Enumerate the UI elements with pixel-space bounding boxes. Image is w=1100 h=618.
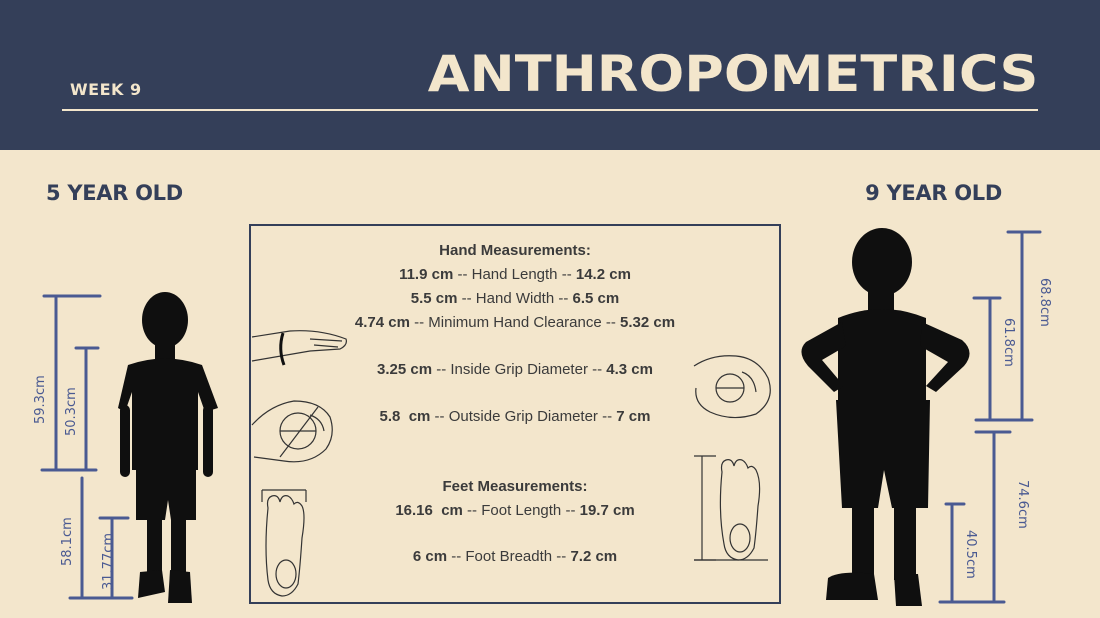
inside-grip-5: 3.25 cm <box>377 361 433 378</box>
hand-width-label: -- Hand Width -- <box>457 290 573 307</box>
outside-grip-5: 5.8 cm <box>379 408 431 425</box>
foot-length-label: -- Foot Length -- <box>462 502 580 519</box>
outside-grip-9: 7 cm <box>616 408 651 425</box>
hand-length-label: -- Hand Length -- <box>453 266 576 283</box>
hand-length-9: 14.2 cm <box>575 266 631 283</box>
foot-breadth-9: 7.2 cm <box>570 548 618 565</box>
hand-clearance-sketch <box>250 325 350 375</box>
age-label-9: 9 YEAR OLD <box>865 181 1002 205</box>
hand-width-9: 6.5 cm <box>572 290 620 307</box>
page-title: ANTHROPOMETRICS <box>427 45 1038 103</box>
outside-grip-sketch <box>250 395 340 470</box>
child-5-note-c: 58.1cm <box>60 517 75 566</box>
foot-breadth-5: 6 cm <box>412 548 448 565</box>
min-clearance-5: 4.74 cm <box>354 314 410 331</box>
inside-grip-label: -- Inside Grip Diameter -- <box>432 361 607 378</box>
foot-right-sketch <box>692 452 772 564</box>
outside-grip-label: -- Outside Grip Diameter -- <box>430 408 617 425</box>
child-9-note-d: 40.5cm <box>963 530 978 579</box>
min-clearance-9: 5.32 cm <box>620 314 676 331</box>
foot-breadth-label: -- Foot Breadth -- <box>447 548 571 565</box>
hand-measurements-heading: Hand Measurements: <box>439 242 591 259</box>
feet-measurements-heading: Feet Measurements: <box>442 478 588 495</box>
hand-length-5: 11.9 cm <box>399 266 454 283</box>
child-9-note-c: 74.6cm <box>1015 480 1030 529</box>
age-label-5: 5 YEAR OLD <box>46 181 183 205</box>
hand-width-row <box>251 290 779 307</box>
hand-width-5: 5.5 cm <box>410 290 458 307</box>
child-5-note-b: 50.3cm <box>64 387 79 436</box>
min-clearance-label: -- Minimum Hand Clearance -- <box>409 314 621 331</box>
child-9-note-a: 68.8cm <box>1037 278 1052 327</box>
hand-length-row <box>251 266 779 283</box>
child-9-note-b: 61.8cm <box>1001 318 1016 367</box>
foot-length-5: 16.16 cm <box>395 502 463 519</box>
inside-grip-9: 4.3 cm <box>606 361 653 378</box>
foot-left-sketch <box>258 488 318 600</box>
foot-length-9: 19.7 cm <box>579 502 635 519</box>
child-5-note-d: 31.77cm <box>101 532 116 590</box>
week-label: WEEK 9 <box>70 80 142 99</box>
child-5-note-a: 59.3cm <box>33 375 48 424</box>
inside-grip-sketch <box>692 352 777 422</box>
